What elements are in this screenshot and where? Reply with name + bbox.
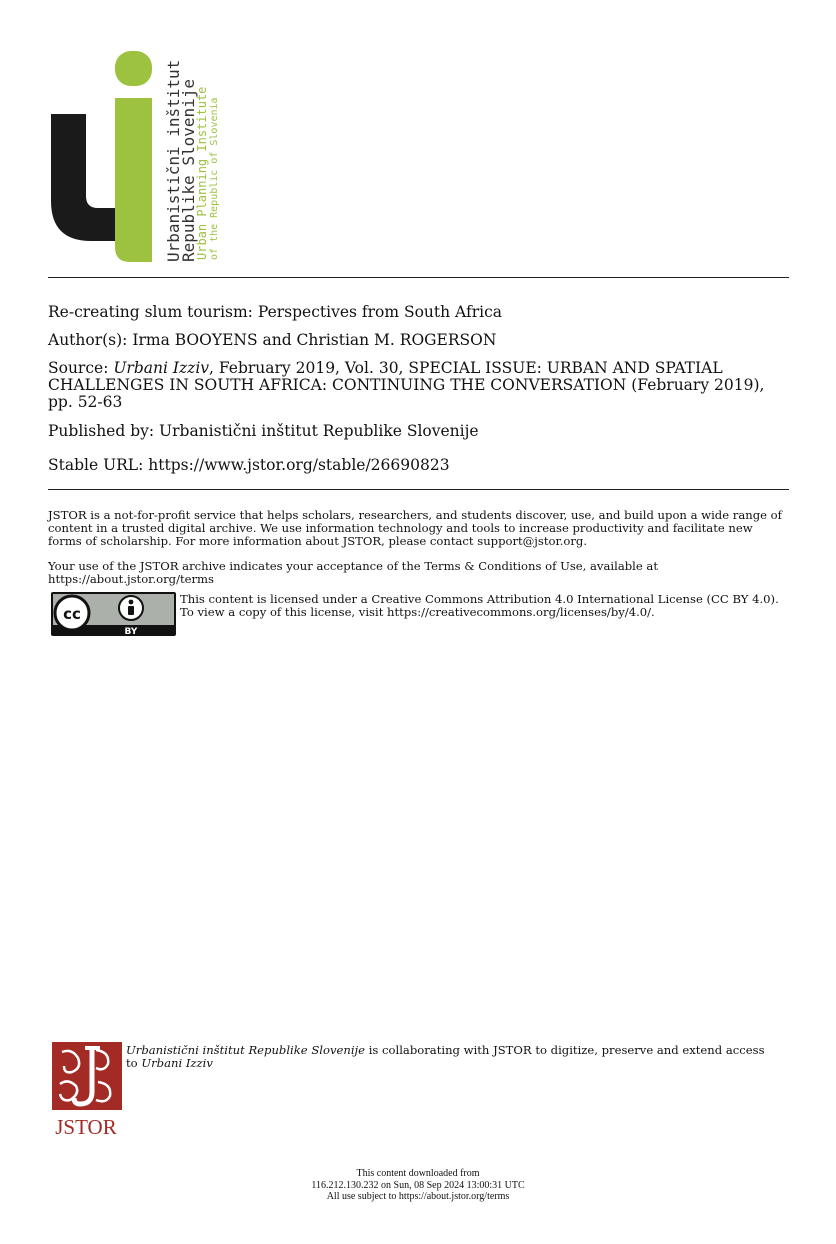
jstor-wordmark: JSTOR (55, 1115, 117, 1138)
jstor-logo (52, 1042, 122, 1138)
source-details: , February 2019, Vol. 30, SPECIAL ISSUE: URBAN AND SPATIAL CHALLENGES IN SOUTH AFRICA: CONTINUING THE CONVERSATION (February 2019), pp. 52-63 (48, 359, 765, 411)
source-label: Source: (48, 359, 109, 377)
article-source (48, 360, 789, 411)
source-journal: Urbani Izziv (113, 359, 210, 377)
publisher-label: Published by: (48, 422, 155, 440)
stable-url-label: Stable URL: (48, 456, 144, 474)
license-text: This content is licensed under a Creative Commons Attribution 4.0 International License (CC BY 4.0). To view a copy of this license, visit https://creativecommons.org/licenses/by/4.0/. (180, 592, 779, 619)
logo-green-stem (115, 98, 152, 262)
collab-middle: is collaborating with JSTOR to digitize, preserve and extend access to (126, 1043, 765, 1070)
terms-text: Your use of the JSTOR archive indicates your acceptance of the Terms & Conditions of Use, available at https://about.jstor.org/terms (48, 559, 658, 586)
logo-green-dot (115, 51, 152, 86)
logo-text-line4: of the Republic of Slovenia (209, 97, 220, 260)
footer-line-3: All use subject to https://about.jstor.org/terms (326, 1191, 510, 1202)
publisher-value: Urbanistični inštitut Republike Slovenije (159, 422, 479, 440)
logo-text-line3: Urban Planning Institute (195, 86, 209, 260)
cc-icon-text: cc (63, 605, 81, 623)
footer-line-1: This content downloaded from (356, 1168, 480, 1179)
footer-line-2: 116.212.130.232 on Sun, 08 Sep 2024 13:00:31 UTC (311, 1179, 525, 1191)
logo-text-line2: Republike Slovenije (179, 78, 198, 262)
institute-logo (48, 48, 228, 268)
authors-label: Author(s): (48, 331, 128, 349)
download-footer (0, 1168, 836, 1203)
article-authors (48, 332, 789, 349)
collaboration-text (126, 1044, 766, 1070)
collab-publisher: Urbanistični inštitut Republike Slovenije (126, 1043, 366, 1057)
authors-value: Irma BOOYENS and Christian M. ROGERSON (132, 331, 497, 349)
by-label: BY (124, 627, 138, 636)
collab-journal: Urbani Izziv (141, 1056, 213, 1070)
article-title: Re-creating slum tourism: Perspectives from South Africa (48, 303, 502, 321)
logo-text-line1: Urbanistični inštitut (164, 59, 183, 262)
article-stable-url (48, 457, 789, 474)
middle-divider (48, 489, 789, 490)
stable-url-link[interactable]: https://www.jstor.org/stable/26690823 (148, 456, 450, 474)
logo-dark-u (51, 114, 115, 241)
jstor-about-text: JSTOR is a not-for-profit service that helps scholars, researchers, and students discover, use, and build upon a wide range of content in a trusted digital archive. We use information technology and tools to increase productivity and facilitate new forms of scholarship. For more information about JSTOR, please contact support@jstor.org. (48, 508, 782, 548)
top-divider (48, 277, 789, 278)
article-publisher (48, 423, 789, 440)
cc-by-badge[interactable] (51, 592, 176, 636)
